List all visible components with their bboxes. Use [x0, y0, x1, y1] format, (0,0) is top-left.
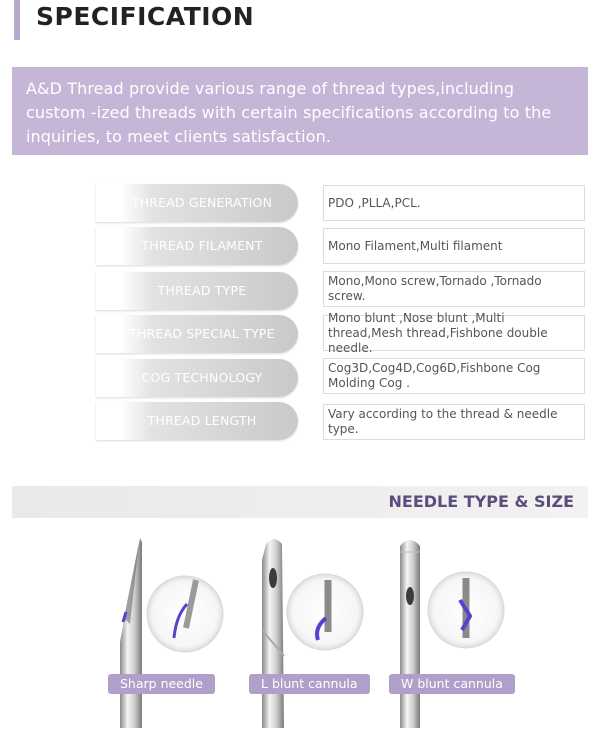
spec-value-thread-type: Mono,Mono screw,Tornado ,Tornado screw. [323, 271, 585, 307]
spec-label-thread-type: THREAD TYPE [96, 272, 298, 310]
needle-illustrations [0, 520, 600, 728]
needle-label-w-blunt: W blunt cannula [389, 674, 515, 694]
spec-label-thread-special-type: THREAD SPECIAL TYPE [96, 315, 298, 353]
spec-label-thread-generation: THREAD GENERATION [96, 184, 298, 222]
needle-section-header [12, 486, 588, 518]
w-blunt-cannula-icon [400, 540, 504, 728]
needle-label-l-blunt: L blunt cannula [249, 674, 370, 694]
section-header [14, 0, 594, 40]
page-title: SPECIFICATION [36, 2, 255, 31]
intro-banner: A&D Thread provide various range of thread types,including custom -ized threads with certain specifications according to the inquiries, to meet clients satisfaction. [12, 67, 588, 155]
spec-label-thread-length: THREAD LENGTH [96, 402, 298, 440]
sharp-needle-icon [120, 538, 223, 728]
l-blunt-cannula-icon [262, 539, 363, 728]
needle-label-sharp: Sharp needle [108, 674, 215, 694]
spec-value-thread-length: Vary according to the thread & needle type. [323, 404, 585, 440]
spec-value-thread-special-type: Mono blunt ,Nose blunt ,Multi thread,Mesh thread,Fishbone double needle. [323, 315, 585, 351]
spec-label-cog-technology: COG TECHNOLOGY [96, 359, 298, 397]
spec-label-thread-filament: THREAD FILAMENT [96, 227, 298, 265]
spec-value-cog-technology: Cog3D,Cog4D,Cog6D,Fishbone Cog Molding Cog . [323, 358, 585, 394]
needle-section-title: NEEDLE TYPE & SIZE [388, 492, 574, 511]
spec-value-thread-filament: Mono Filament,Multi filament [323, 228, 585, 264]
needle-gallery [0, 520, 600, 728]
header-accent-bar [14, 0, 20, 40]
spec-value-thread-generation: PDO ,PLLA,PCL. [323, 185, 585, 221]
